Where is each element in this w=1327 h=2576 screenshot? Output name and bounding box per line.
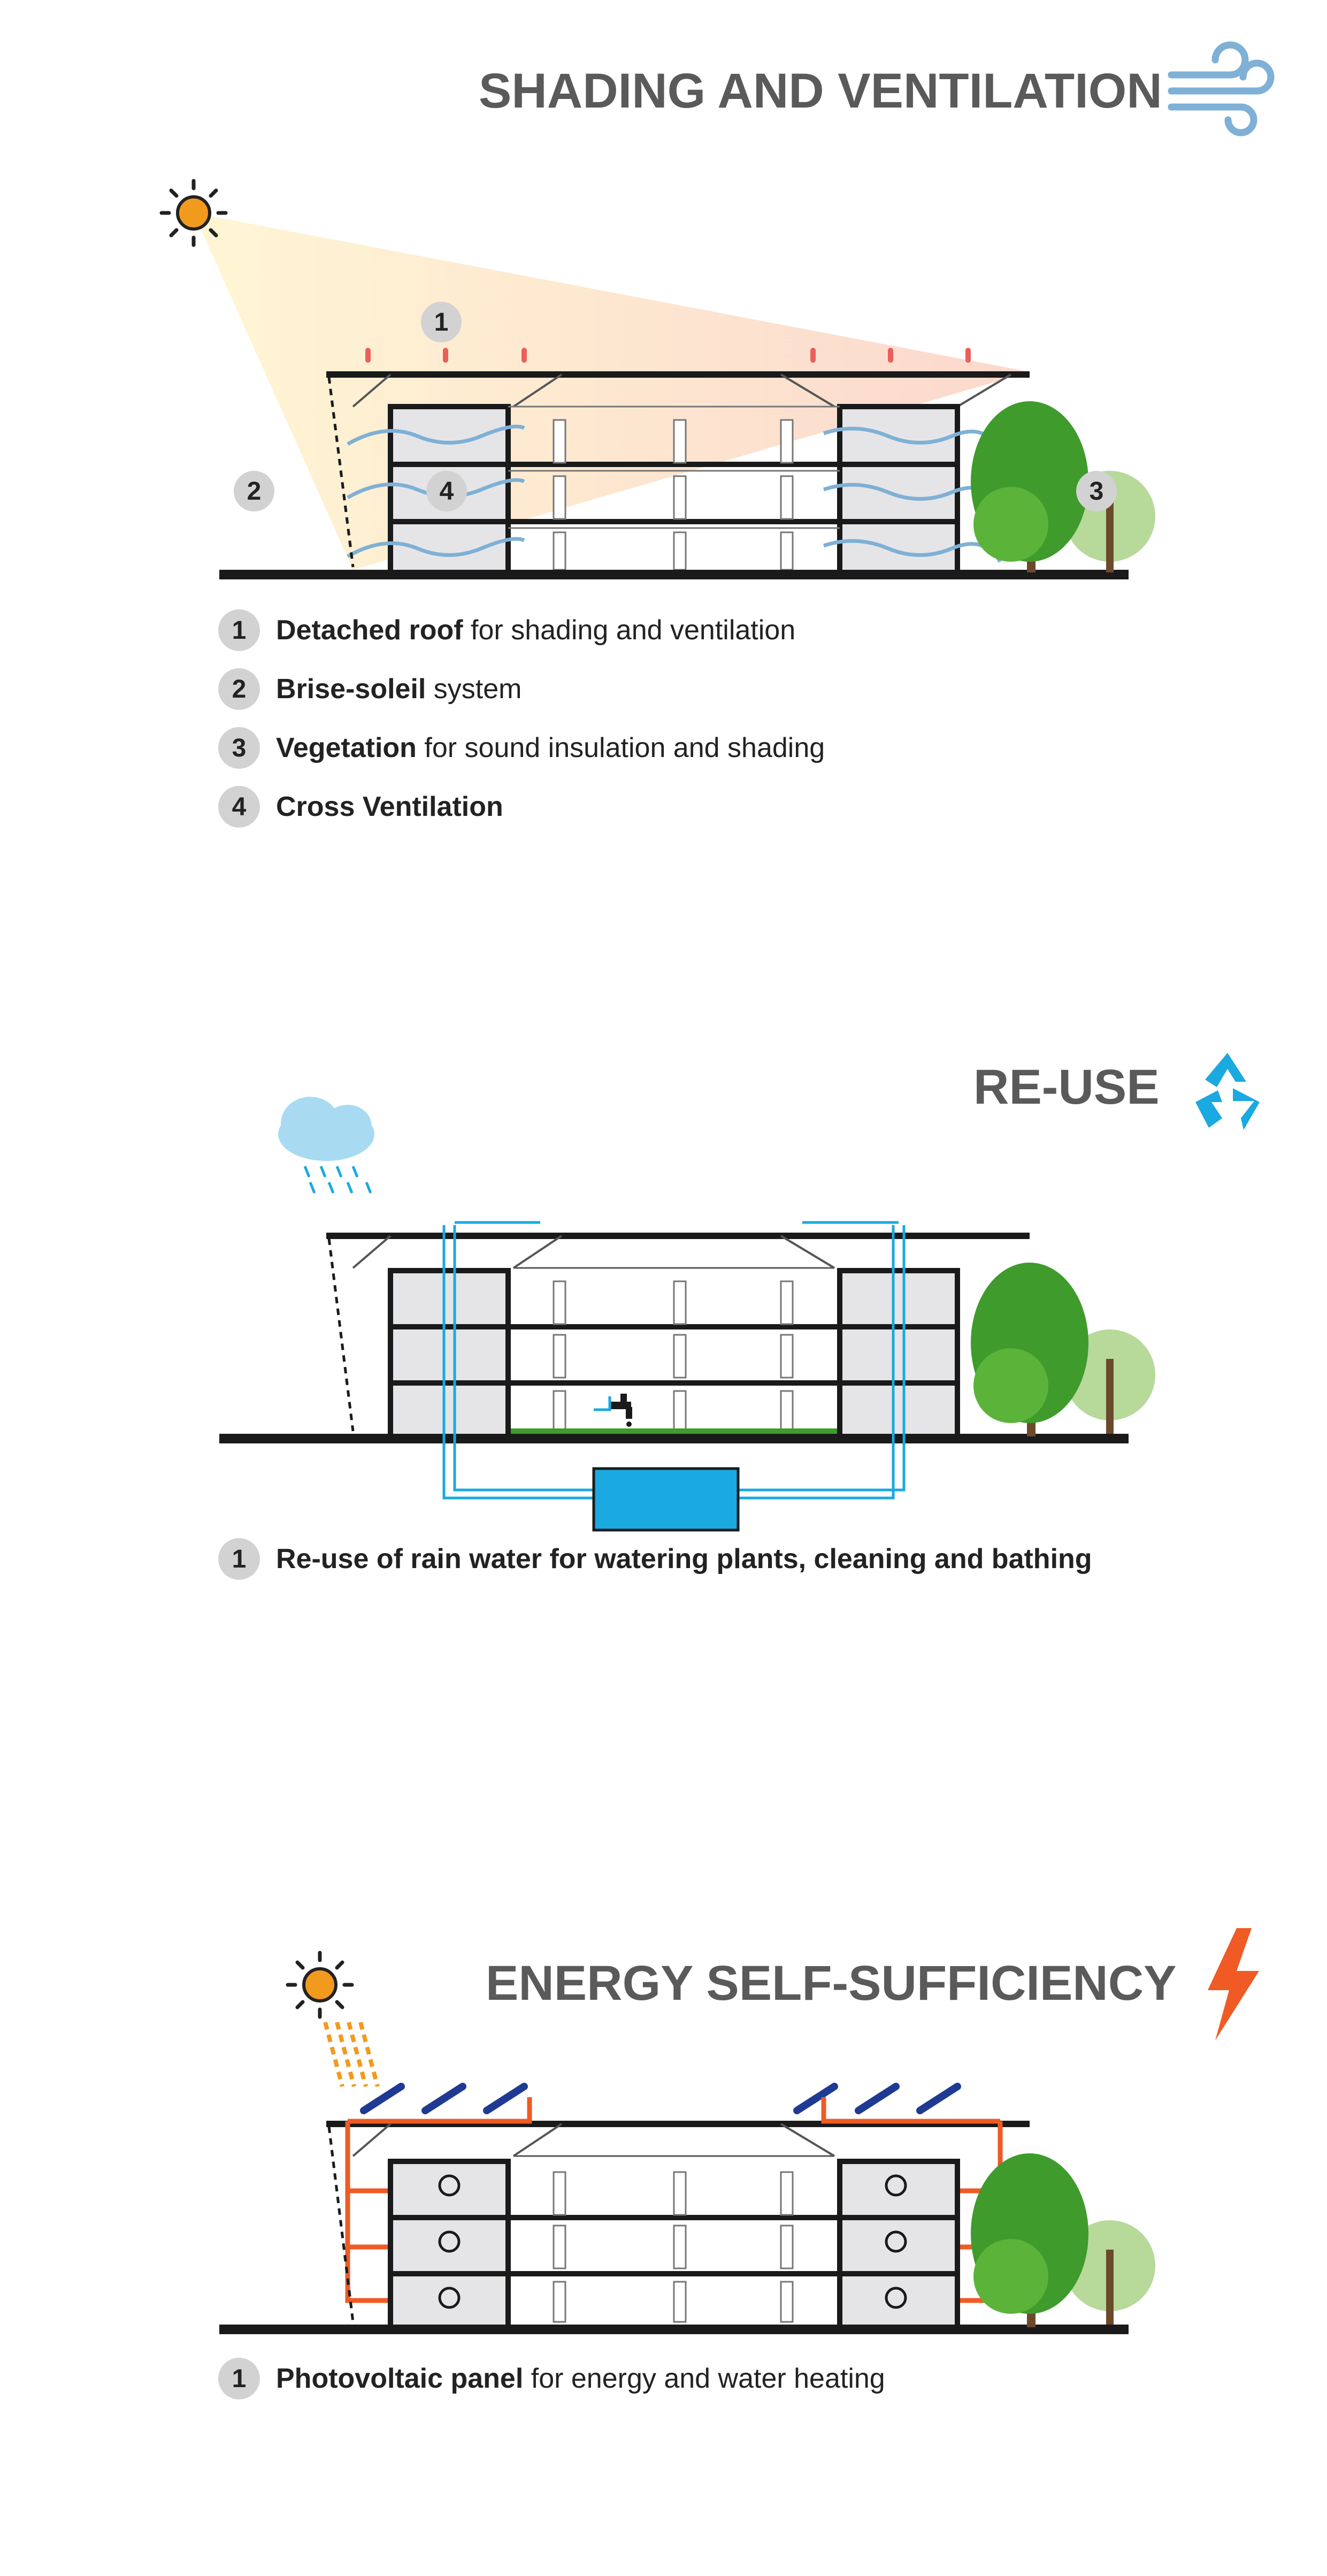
- sun-icon: [162, 181, 226, 245]
- marker-4: 4: [439, 477, 454, 506]
- legend-number-badge: 1: [218, 2358, 260, 2399]
- sun-icon: [288, 1953, 352, 2017]
- section1-title: SHADING AND VENTILATION: [479, 64, 1162, 118]
- legend-text: Photovoltaic panel for energy and water heating: [276, 2363, 885, 2394]
- legend-number-badge: 1: [218, 1538, 260, 1580]
- legend-item: [218, 722, 825, 774]
- legend-number-badge: 2: [218, 668, 260, 710]
- legend-text: Detached roof for shading and ventilation: [276, 615, 796, 646]
- energy-diagram: [0, 1937, 1327, 2343]
- legend-item: [218, 663, 825, 715]
- solar-panel-icon: [364, 2086, 957, 2111]
- tree-icon: [971, 1263, 1155, 1436]
- tree-icon: [971, 401, 1155, 572]
- shading-ventilation-diagram: [0, 0, 1327, 599]
- legend-number-badge: 4: [218, 786, 260, 828]
- water-tank: [594, 1469, 738, 1530]
- legend-item: [218, 2353, 885, 2404]
- legend-text: Cross Ventilation: [276, 791, 503, 822]
- section2-legend: [218, 1533, 1092, 1592]
- marker-2: 2: [247, 477, 262, 506]
- legend-item: [218, 781, 825, 832]
- marker-1: 1: [434, 308, 449, 337]
- legend-text: Vegetation for sound insulation and shading: [276, 732, 825, 763]
- legend-text: Brise-soleil system: [276, 674, 522, 705]
- reuse-diagram: [0, 1070, 1327, 1541]
- legend-text: Re-use of rain water for watering plants, cleaning and bathing: [276, 1543, 1092, 1574]
- rain-cloud-icon: [278, 1097, 374, 1193]
- section2-title: RE-USE: [973, 1060, 1160, 1114]
- legend-item: [218, 1533, 1092, 1585]
- legend-number-badge: 1: [218, 609, 260, 651]
- legend-number-badge: 3: [218, 727, 260, 769]
- section1-legend: [218, 605, 825, 840]
- section3-title: ENERGY SELF-SUFFICIENCY: [486, 1956, 1177, 2011]
- marker-3: 3: [1089, 477, 1104, 506]
- section3-legend: [218, 2353, 885, 2412]
- faucet-icon: [610, 1394, 632, 1427]
- tree-icon: [971, 2153, 1155, 2327]
- legend-item: [218, 605, 825, 656]
